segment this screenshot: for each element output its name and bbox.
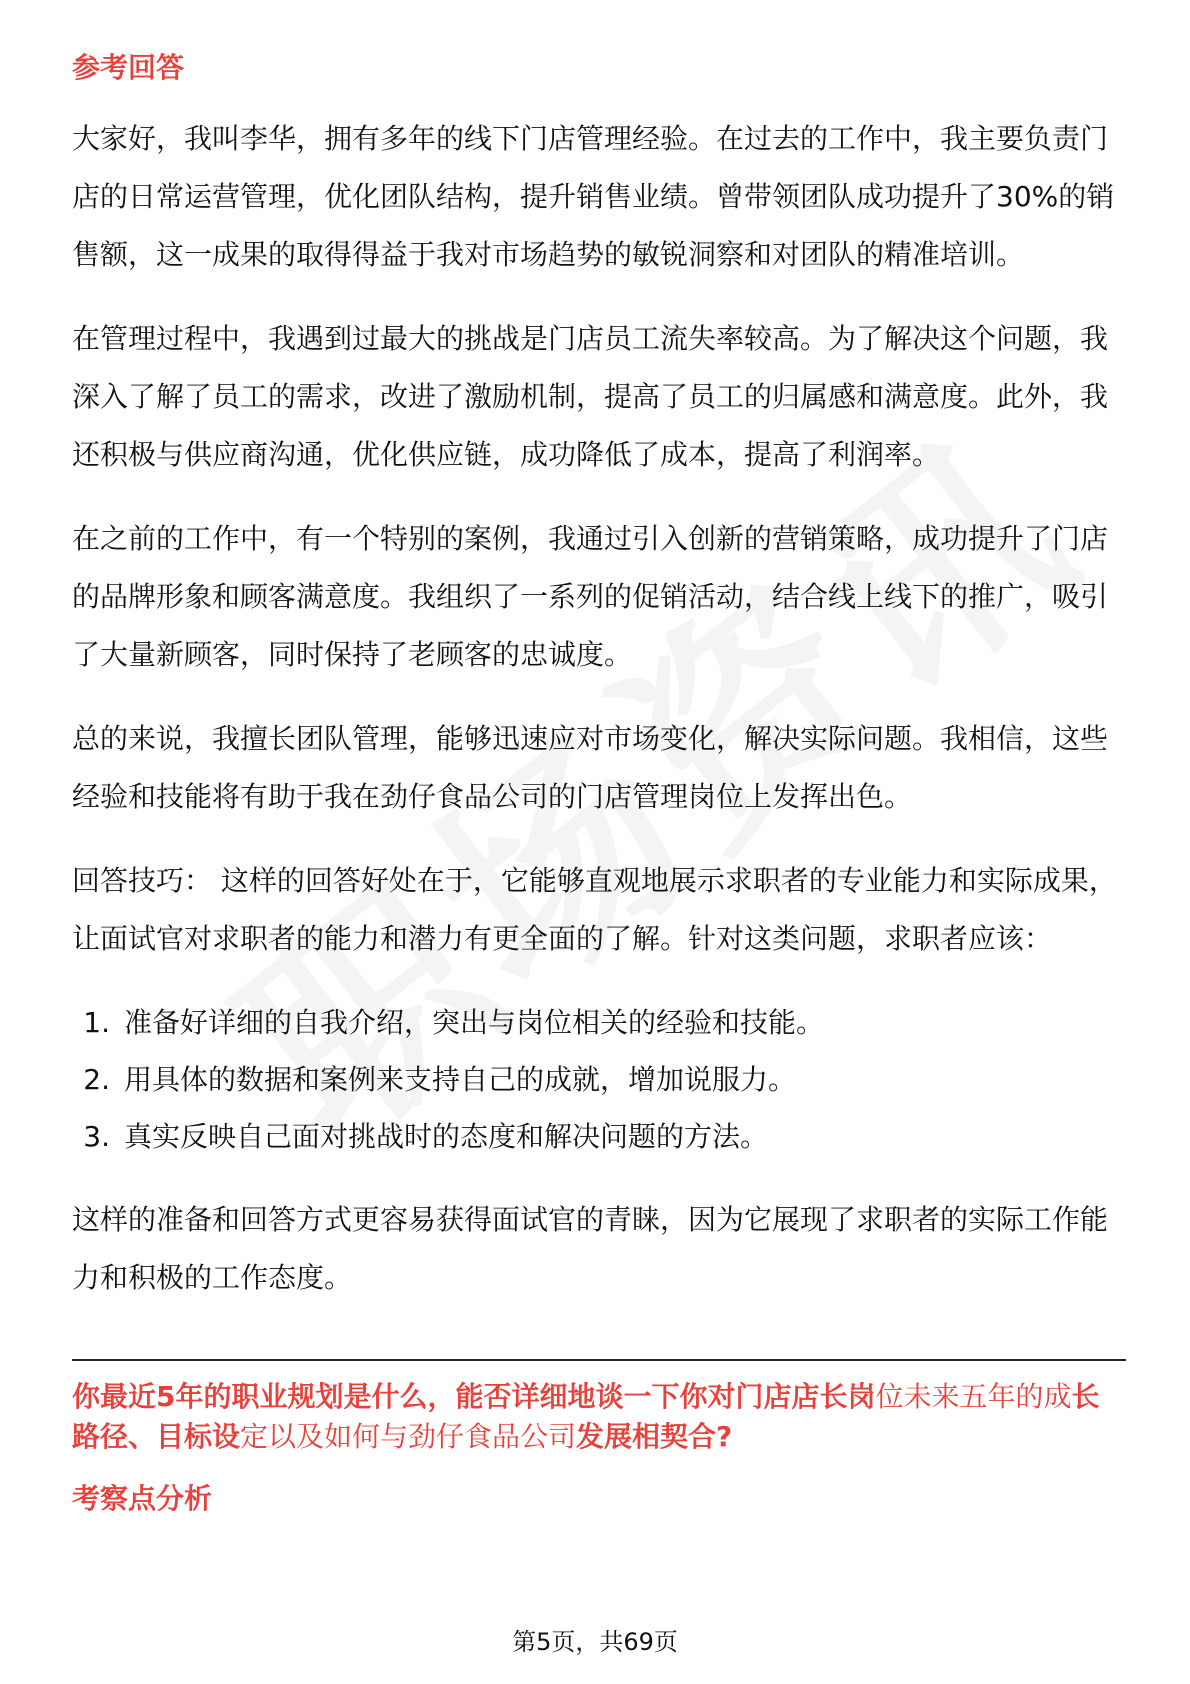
analysis-title: 考察点分析 [72,1482,213,1515]
list-number: 2. [83,1063,110,1096]
list-item [72,1051,1118,1108]
question-part: 发展相契合? [576,1420,733,1453]
list-number: 3. [83,1120,110,1153]
question-part: 定以及如何与劲仔食品公司 [240,1420,577,1453]
paragraph-challenge: 在管理过程中，我遇到过最大的挑战是门店员工流失率较高。为了解决这个问题，我深入了解了员工的需求，改进了激励机制，提高了员工的归属感和满意度。此外，我还积极与供应商沟通，优化供应链，成功降低了成本，提高了利润率。 [72,322,1109,471]
list-number: 1. [83,1006,110,1039]
list-text: 准备好详细的自我介绍，突出与岗位相关的经验和技能。 [124,1006,825,1039]
list-item [72,1108,1118,1165]
list-item [72,994,1118,1051]
paragraph-intro: 大家好，我叫李华，拥有多年的线下门店管理经验。在过去的工作中，我主要负责门店的日常运营管理，优化团队结构，提升销售业绩。曾带领团队成功提升了30%的销售额，这一成果的取得得益于我对市场趋势的敏锐洞察和对团队的精准培训。 [72,122,1115,271]
question-part: 长路径、目标设 [72,1380,1100,1453]
next-question [72,1377,1118,1457]
question-part: 你最近5年的职业规划是什么，能否详细地谈一下你对门店店长岗 [72,1380,876,1413]
list-text: 用具体的数据和案例来支持自己的成就，增加说服力。 [124,1063,797,1096]
page-number: 第5页，共69页 [512,1628,678,1656]
content [72,48,1118,1519]
tips-list [72,994,1118,1165]
list-text: 真实反映自己面对挑战时的态度和解决问题的方法。 [124,1120,769,1153]
paragraph-closing: 这样的准备和回答方式更容易获得面试官的青睐，因为它展现了求职者的实际工作能力和积极的工作态度。 [72,1203,1109,1294]
question-part: 位未来五年的成 [875,1380,1072,1413]
answer-title: 参考回答 [72,51,185,84]
paragraph-summary: 总的来说，我擅长团队管理，能够迅速应对市场变化，解决实际问题。我相信，这些经验和技能将有助于我在劲仔食品公司的门店管理岗位上发挥出色。 [72,722,1109,813]
paragraph-case: 在之前的工作中，有一个特别的案例，我通过引入创新的营销策略，成功提升了门店的品牌形象和顾客满意度。我组织了一系列的促销活动，结合线上线下的推广，吸引了大量新顾客，同时保持了老顾客的忠诚度。 [72,522,1109,671]
divider [72,1359,1126,1361]
paragraph-tips: 回答技巧： 这样的回答好处在于，它能够直观地展示求职者的专业能力和实际成果，让面试官对求职者的能力和潜力有更全面的了解。针对这类问题，求职者应该： [72,864,1117,955]
